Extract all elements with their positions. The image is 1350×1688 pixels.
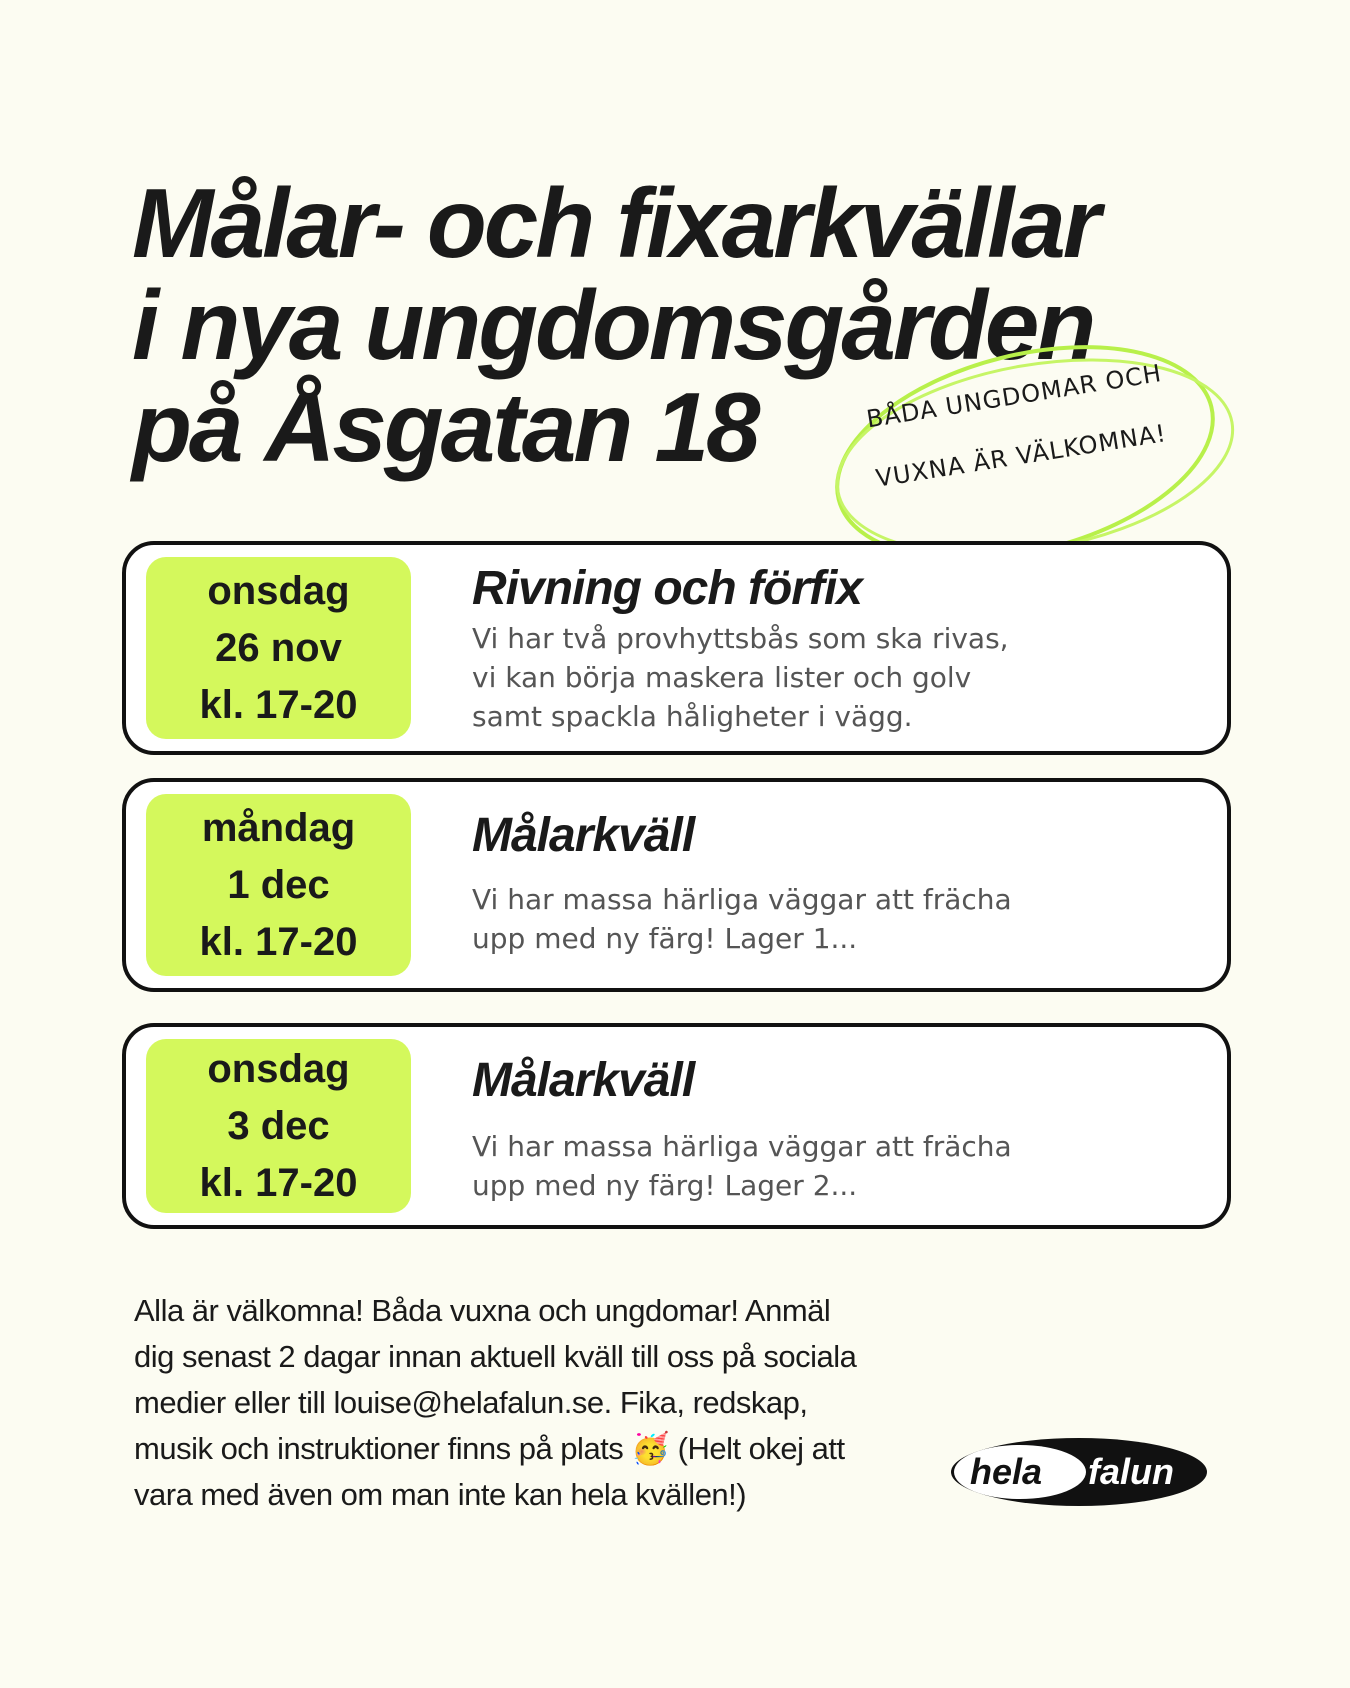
desc-line: vi kan börja maskera lister och golv [472,661,972,694]
title-line: på Åsgatan 18 [132,372,758,482]
event-card [122,1023,1231,1229]
logo-text-left: hela [970,1451,1043,1492]
event-day: onsdag [207,1046,350,1091]
event-date-badge [146,1039,411,1213]
event-day: onsdag [207,568,350,613]
footer-line: vara med även om man inte kan hela kvällen!) [134,1477,747,1512]
note-line: VUXNA ÄR VÄLKOMNA! [873,419,1169,493]
desc-line: Vi har massa härliga väggar att frächa [472,883,1012,916]
footer-line: Alla är välkomna! Båda vuxna och ungdomar! Anmäl [134,1293,831,1328]
event-day: måndag [201,805,356,850]
footer-line: musik och instruktioner finns på plats 🥳 (Helt okej att [134,1431,845,1466]
hela-falun-logo [948,1436,1210,1508]
desc-line: Vi har massa härliga väggar att frächa [472,1130,1012,1163]
event-time: kl. 17-20 [199,919,358,964]
event-date: 1 dec [227,862,330,907]
event-title: Målarkväll [472,809,695,862]
event-description [472,619,1207,736]
logo-text-right: falun [1088,1451,1174,1492]
note-line: BÅDA UNGDOMAR OCH [864,359,1164,434]
event-title: Rivning och förfix [472,562,862,615]
footer-line: medier eller till louise@helafalun.se. Fika, redskap, [134,1385,808,1420]
event-description [472,1127,1207,1205]
event-date-badge [146,794,411,976]
title-line: Målar- och fixarkvällar [132,168,1098,278]
desc-line: Vi har två provhyttsbås som ska rivas, [472,622,1009,655]
event-card [122,541,1231,755]
footer-info [134,1288,914,1518]
event-card [122,778,1231,992]
event-title: Målarkväll [472,1054,695,1107]
desc-line: upp med ny färg! Lager 2... [472,1169,858,1202]
footer-line: dig senast 2 dagar innan aktuell kväll till oss på sociala [134,1339,857,1374]
event-date-badge [146,557,411,739]
event-time: kl. 17-20 [199,1160,358,1205]
title-line: i nya ungdomsgården [132,270,1094,380]
event-date: 26 nov [215,625,342,670]
desc-line: samt spackla håligheter i vägg. [472,700,913,733]
event-time: kl. 17-20 [199,682,358,727]
event-date: 3 dec [227,1103,330,1148]
desc-line: upp med ny färg! Lager 1... [472,922,858,955]
event-description [472,880,1207,958]
